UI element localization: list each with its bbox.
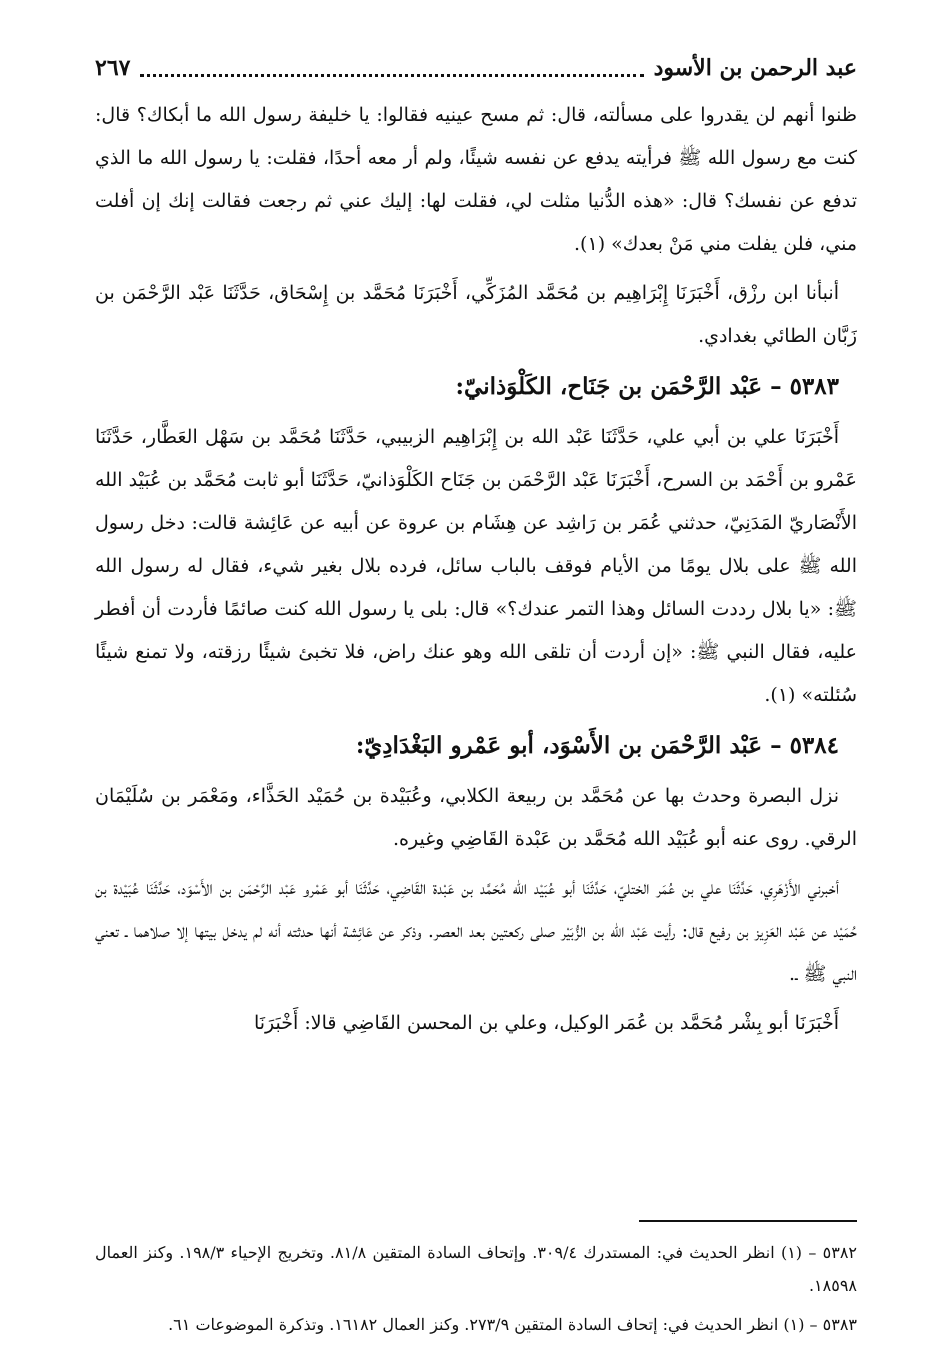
entry-heading-5384: ٥٣٨٤ – عَبْد الرَّحْمَن بن الأَسْوَد، أبو عَمْرو البَغْدَادِيّ: [355, 732, 839, 759]
paragraph-entry-5383: أَخْبَرَنَا علي بن أبي علي، حَدَّثَنَا عَبْد الله بن إِبْرَاهِيم الزبيبي، حَدَّثَنَا مُحَمَّد بن سَهْل العَطَّار، حَدَّثَنَا عَمْرو بن أَحْمَد بن السرح، أَخْبَرَنَا عَبْد الرَّحْمَن بن جَنَاح الكَلْوَذانيّ، حَدَّثَنَا أبو ثابت مُحَمَّد بن عُبَيْد الله الأَنْصَاريّ المَدَنِيّ، حدثني عُمَر بن رَاشِد عن هِشَام بن عروة عن أبيه عن عَائِشة قالت: دخل رسول الله ﷺ على بلال يومًا من الأيام فوقف بالباب سائل، فرده بلال بغير شيء، فقال له رسول الله ﷺ: «يا بلال رددت السائل وهذا التمر عندك؟» قال: بلى يا رسول الله كنت صائمًا فأردت أن أفطر عليه، فقال النبي ﷺ: «إن أردت أن تلقى الله وهو عنك راض، فلا تخبئ شيئًا رزقته، ولا تمنع شيئًا سُئلته» (١). [95, 426, 857, 706]
leader-dots [140, 60, 643, 77]
footnote-divider [639, 1220, 857, 1222]
paragraph-entry-5384-hadith: أخبرني الأَزْهَرِي، حَدَّثَنَا علي بن عُمَر الختليّ، حَدَّثَنَا أبو عُبَيْد الله مُحَمَّد بن عَبْدة القَاضِي، حَدَّثَنَا أبو عَمْرو عَبْد الرَّحْمَن بن الأَسْوَد، حَدَّثَنَا عُبَيْدة بن حُمَيْد عن عَبْد العَزِيز بن رفيع قال: رأيت عَبْد الله بن الزُّبَيْر صلى ركعتين بعد العصر. وذكر عن عَائِشة أنها حدثته أنه لم يدخل بيتها إلا صلاهما ـ تعني النبي ﷺ ـ. [95, 877, 857, 985]
running-header [95, 50, 857, 86]
book-page [95, 40, 857, 1350]
paragraph-isnad-1: أنبأنا ابن رزْق، أَخْبَرَنَا إِبْرَاهِيم بن مُحَمَّد المُزَكِّي، أَخْبَرَنَا مُحَمَّد بن إِسْحَاق، حَدَّثَنَا عَبْد الرَّحْمَن بن زَبَّان الطائي بغدادي. [95, 282, 857, 347]
running-header-title: عبد الرحمن بن الأسود [653, 55, 857, 81]
main-text [95, 94, 857, 1051]
entry-heading-5383: ٥٣٨٣ – عَبْد الرَّحْمَن بن جَنَاح، الكَلْوَذانيّ: [455, 373, 839, 400]
paragraph-entry-5384-bio: نزل البصرة وحدث بها عن مُحَمَّد بن ربيعة الكلابي، وعُبَيْدة بن حُمَيْد الحَذَّاء، ومَعْمَر بن سُلَيْمَان الرقي. روى عنه أبو عُبَيْد الله مُحَمَّد بن عَبْدة القَاضِي وغيره. [95, 785, 857, 850]
footnote-5383: ٥٣٨٣ – (١) انظر الحديث في: إتحاف السادة المتقين ٢٧٣/٩. وكنز العمال ١٦١٨٢. وتذكرة الموضوعات ٦١. [168, 1315, 857, 1334]
paragraph-entry-5384-isnad: أَخْبَرَنَا أبو بِشْر مُحَمَّد بن عُمَر الوكيل، وعلي بن المحسن القَاضِي قالا: أَخْبَرَنَا [253, 1012, 839, 1034]
paragraph-continuation: ظنوا أنهم لن يقدروا على مسألته، قال: ثم مسح عينيه فقالوا: يا خليفة رسول الله ما أبكاك؟ قال: كنت مع رسول الله ﷺ فرأيته يدفع عن نفسه شيئًا، ولم أر معه أحدًا، فقلت: يا رسول الله ما الذي تدفع عن نفسك؟ قال: «هذه الدُّنيا مثلت لي، فقلت لها: إليك عني ثم رجعت فقالت إنك إن أفلت مني، فلن يفلت مني مَنْ بعدك» (١). [95, 104, 857, 255]
footnote-5382: ٥٣٨٢ – (١) انظر الحديث في: المستدرك ٣٠٩/٤. وإتحاف السادة المتقين ٨١/٨. وتخريج الإحياء ١٩٨/٣. وكنز العمال ١٨٥٩٨. [95, 1243, 857, 1295]
footnotes [95, 1236, 857, 1347]
page-number: ٢٦٧ [95, 55, 131, 81]
